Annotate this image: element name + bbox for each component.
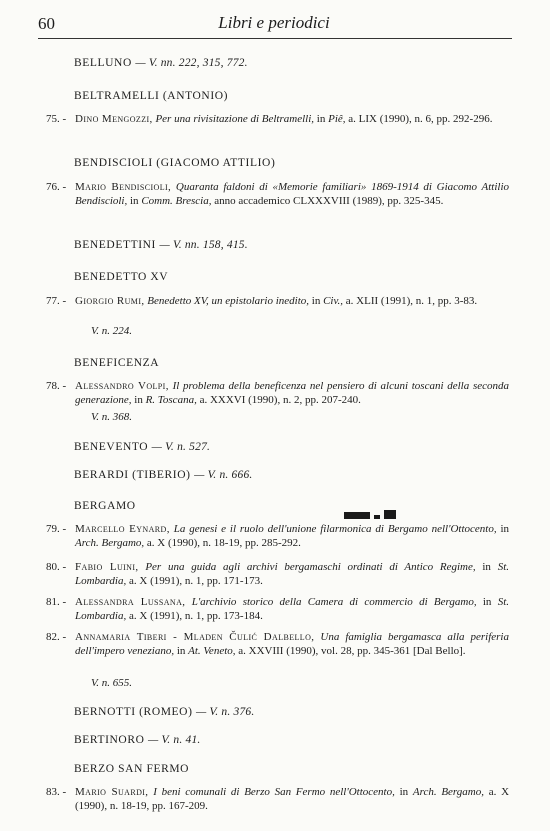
entry-publication: a. X (1990), n. 18-19, pp. 285-292. xyxy=(146,537,301,549)
entry-publication: a. X (1991), n. 1, pp. 171-173. xyxy=(129,575,263,587)
entry-citation: Marcello Eynard, La genesi e il ruolo dell'unione filarmonica di Bergamo nell'Ottocento, in Arch. Bergamo, a. X (1990), n. 18-19, pp. 285-292. xyxy=(75,523,510,549)
section-heading-bertinoro: BERTINORO — V. n. 41. xyxy=(74,734,201,746)
entry-citation: Mario Bendiscioli, Quaranta faldoni di «Memorie familiari» 1869-1914 di Giacomo Attilio Bendiscioli, in Comm. Brescia, anno accademico CLXXXVIII (1989), pp. 325-345. xyxy=(75,181,509,207)
entry-title: Il problema della beneficenza nel pensiero di alcuni toscani della seconda generazione, xyxy=(75,380,510,406)
entry-title: Per una guida agli archivi bergamaschi ordinati di Antico Regime, xyxy=(145,561,476,573)
ink-smudge xyxy=(344,512,370,519)
entry-citation: Giorgio Rumi, Benedetto XV, un epistolario inedito, in Civ., a. XLII (1991), n. 1, pp. 3-83. xyxy=(75,295,478,307)
entry-title: Una famiglia bergamasca alla periferia dell'impero veneziano, xyxy=(75,631,509,657)
entry-number: 82. - xyxy=(46,631,67,643)
entry-number: 76. - xyxy=(46,181,67,193)
entry-citation: Fabio Luini, Per una guida agli archivi bergamaschi ordinati di Antico Regime, in St. Lombardia, a. X (1991), n. 1, pp. 171-173. xyxy=(75,561,509,587)
entry-citation: Alessandro Volpi, Il problema della beneficenza nel pensiero di alcuni toscani della seconda generazione, in R. Toscana, a. XXXVI (1990), n. 2, pp. 207-240. xyxy=(75,380,510,406)
entry-author: Alessandra Lussana, xyxy=(75,596,186,608)
entry-title: La genesi e il ruolo dell'unione filarmonica di Bergamo nell'Ottocento, xyxy=(173,523,497,535)
entry-author: Giorgio Rumi, xyxy=(75,295,145,307)
section-heading-beltramelli: BELTRAMELLI (ANTONIO) xyxy=(74,90,229,102)
page-number: 60 xyxy=(38,14,55,33)
section-heading-bergamo: BERGAMO xyxy=(74,500,136,512)
entry-journal: At. Veneto, xyxy=(188,645,236,657)
entry-journal: St. Lombardia, xyxy=(75,561,509,587)
entry-author: Dino Mengozzi, xyxy=(75,113,153,125)
entry-journal: Arch. Bergamo, xyxy=(412,786,484,798)
entry-journal: St. Lombardia, xyxy=(75,596,510,622)
entry-publication: a. X (1991), n. 1, pp. 173-184. xyxy=(129,610,263,622)
section-heading-benevento: BENEVENTO — V. n. 527. xyxy=(74,441,211,453)
section-heading-bendiscioli: BENDISCIOLI (GIACOMO ATTILIO) xyxy=(74,157,276,169)
entry-title: Quaranta faldoni di «Memorie familiari» 1869-1914 di Giacomo Attilio Bendiscioli, xyxy=(75,181,509,207)
ink-smudge xyxy=(374,515,380,519)
section-heading-bernotti: BERNOTTI (ROMEO) — V. n. 376. xyxy=(74,706,255,718)
cross-reference: V. n. 368. xyxy=(91,411,133,423)
cross-reference: V. n. 224. xyxy=(91,325,133,337)
entry-title: I beni comunali di Berzo San Fermo nell'Ottocento, xyxy=(153,786,395,798)
entry-author: Alessandro Volpi, xyxy=(75,380,169,392)
entry-number: 80. - xyxy=(46,561,67,573)
entry-journal: Arch. Bergamo, xyxy=(75,537,145,549)
entry-citation: Mario Suardi, I beni comunali di Berzo San Fermo nell'Ottocento, in Arch. Bergamo, a. X (1990), n. 18-19, pp. 167-209. xyxy=(75,786,510,812)
entry-number: 83. - xyxy=(46,786,67,798)
section-heading-berzo-san-fermo: BERZO SAN FERMO xyxy=(74,763,190,775)
entry-author: Fabio Luini, xyxy=(75,561,139,573)
entry-publication: a. XXVIII (1990), vol. 28, pp. 345-361 [Dal Bello]. xyxy=(238,645,466,657)
section-heading-benedetto-xv: BENEDETTO XV xyxy=(74,271,169,283)
entry-author: Annamaria Tiberi - Mladen Čulić Dalbello, xyxy=(75,631,315,643)
section-heading-belluno: BELLUNO — V. nn. 222, 315, 772. xyxy=(74,57,248,69)
entry-publication: a. LIX (1990), n. 6, pp. 292-296. xyxy=(348,113,493,125)
entry-journal: Piê, xyxy=(328,113,346,125)
entry-title: L'archivio storico della Camera di commercio di Bergamo, xyxy=(191,596,477,608)
entry-publication: a. XLII (1991), n. 1, pp. 3-83. xyxy=(345,295,478,307)
entry-citation: Dino Mengozzi, Per una rivisitazione di Beltramelli, in Piê, a. LIX (1990), n. 6, pp. 292-296. xyxy=(75,113,493,125)
entry-author: Mario Bendiscioli, xyxy=(75,181,172,193)
entry-author: Marcello Eynard, xyxy=(75,523,170,535)
entry-citation: Annamaria Tiberi - Mladen Čulić Dalbello, Una famiglia bergamasca alla periferia dell'impero veneziano, in At. Veneto, a. XXVIII (1990), vol. 28, pp. 345-361 [Dal Bello]. xyxy=(75,631,509,657)
running-title: Libri e periodici xyxy=(218,13,330,32)
ink-smudge xyxy=(384,510,396,519)
entry-journal: R. Toscana, xyxy=(145,394,197,406)
entry-number: 78. - xyxy=(46,380,67,392)
entry-journal: Comm. Brescia, xyxy=(141,195,212,207)
entry-author: Mario Suardi, xyxy=(75,786,149,798)
entry-number: 81. - xyxy=(46,596,67,608)
entry-title: Per una rivisitazione di Beltramelli, xyxy=(155,113,315,125)
entry-title: Benedetto XV, un epistolario inedito, xyxy=(147,295,310,307)
entry-publication: anno accademico CLXXXVIII (1989), pp. 325-345. xyxy=(214,195,444,207)
entry-number: 77. - xyxy=(46,295,67,307)
entry-publication: a. X (1990), n. 18-19, pp. 167-209. xyxy=(75,786,510,812)
entry-journal: Civ., xyxy=(323,295,344,307)
cross-reference: V. n. 655. xyxy=(91,677,133,689)
entry-number: 79. - xyxy=(46,523,67,535)
entry-citation: Alessandra Lussana, L'archivio storico della Camera di commercio di Bergamo, in St. Lombardia, a. X (1991), n. 1, pp. 173-184. xyxy=(75,596,510,622)
entry-number: 75. - xyxy=(46,113,67,125)
section-heading-beneficenza: BENEFICENZA xyxy=(74,357,160,369)
section-heading-benedettini: BENEDETTINI — V. nn. 158, 415. xyxy=(74,239,248,251)
entry-publication: a. XXXVI (1990), n. 2, pp. 207-240. xyxy=(199,394,361,406)
section-heading-berardi: BERARDI (TIBERIO) — V. n. 666. xyxy=(74,469,253,481)
